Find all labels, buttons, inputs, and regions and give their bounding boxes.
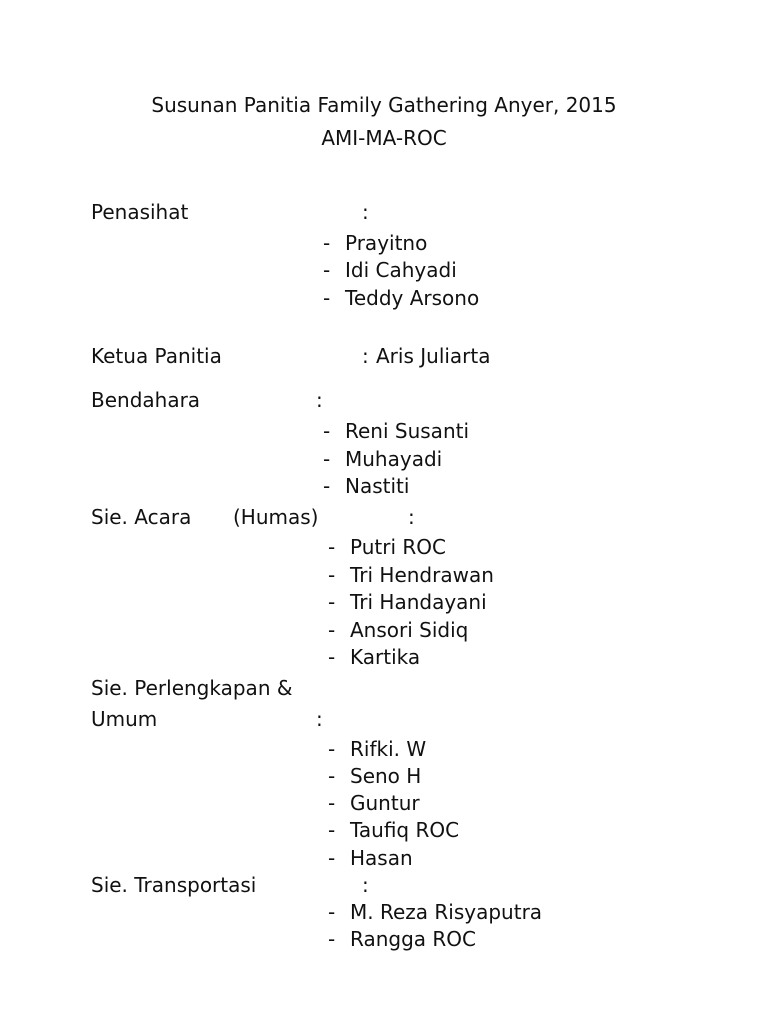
member-bullet: - bbox=[323, 231, 331, 255]
member-name: Rifki. W bbox=[350, 737, 427, 761]
document-title: Susunan Panitia Family Gathering Anyer, 2015 bbox=[151, 93, 617, 117]
member-bullet: - bbox=[328, 900, 336, 924]
member-name: Muhayadi bbox=[345, 447, 443, 471]
member-bullet: - bbox=[328, 535, 336, 559]
member-name: Tri Hendrawan bbox=[350, 563, 494, 587]
section-label-extra: (Humas) bbox=[233, 505, 319, 529]
section-colon: : bbox=[362, 344, 369, 368]
member-bullet: - bbox=[323, 419, 331, 443]
member-name: Ansori Sidiq bbox=[350, 618, 469, 642]
section-label: Penasihat bbox=[91, 200, 189, 224]
member-bullet: - bbox=[328, 764, 336, 788]
section-colon: : bbox=[316, 707, 323, 731]
section-colon: : bbox=[408, 505, 415, 529]
member-name: Teddy Arsono bbox=[345, 286, 480, 310]
member-bullet: - bbox=[328, 645, 336, 669]
member-bullet: - bbox=[323, 447, 331, 471]
member-name: Idi Cahyadi bbox=[345, 258, 457, 282]
section-colon: : bbox=[316, 388, 323, 412]
member-bullet: - bbox=[323, 286, 331, 310]
member-name: Taufiq ROC bbox=[350, 818, 460, 842]
member-bullet: - bbox=[328, 927, 336, 951]
section-label: Sie. Transportasi bbox=[91, 873, 257, 897]
member-bullet: - bbox=[323, 258, 331, 282]
member-name: Tri Handayani bbox=[350, 590, 487, 614]
member-name: Rangga ROC bbox=[350, 927, 476, 951]
section-label: Bendahara bbox=[91, 388, 201, 412]
member-name: Seno H bbox=[350, 764, 422, 788]
member-name: Nastiti bbox=[345, 474, 410, 498]
section-label-cont: Umum bbox=[91, 707, 158, 731]
member-name: Kartika bbox=[350, 645, 421, 669]
section-colon: : bbox=[362, 873, 369, 897]
member-name: Prayitno bbox=[345, 231, 428, 255]
member-bullet: - bbox=[328, 590, 336, 614]
member-bullet: - bbox=[328, 563, 336, 587]
member-name: Guntur bbox=[350, 791, 420, 815]
section-label: Sie. Acara bbox=[91, 505, 192, 529]
member-name: Hasan bbox=[350, 846, 413, 870]
section-label: Sie. Perlengkapan & bbox=[91, 676, 293, 700]
member-bullet: - bbox=[328, 737, 336, 761]
section-colon: : bbox=[362, 200, 369, 224]
member-bullet: - bbox=[328, 618, 336, 642]
member-name: Reni Susanti bbox=[345, 419, 470, 443]
member-name: Putri ROC bbox=[350, 535, 446, 559]
member-name: M. Reza Risyaputra bbox=[350, 900, 543, 924]
member-bullet: - bbox=[323, 474, 331, 498]
section-value: Aris Juliarta bbox=[376, 344, 491, 368]
section-label: Ketua Panitia bbox=[91, 344, 222, 368]
member-bullet: - bbox=[328, 791, 336, 815]
document-subtitle: AMI-MA-ROC bbox=[321, 126, 447, 150]
member-bullet: - bbox=[328, 818, 336, 842]
member-bullet: - bbox=[328, 846, 336, 870]
